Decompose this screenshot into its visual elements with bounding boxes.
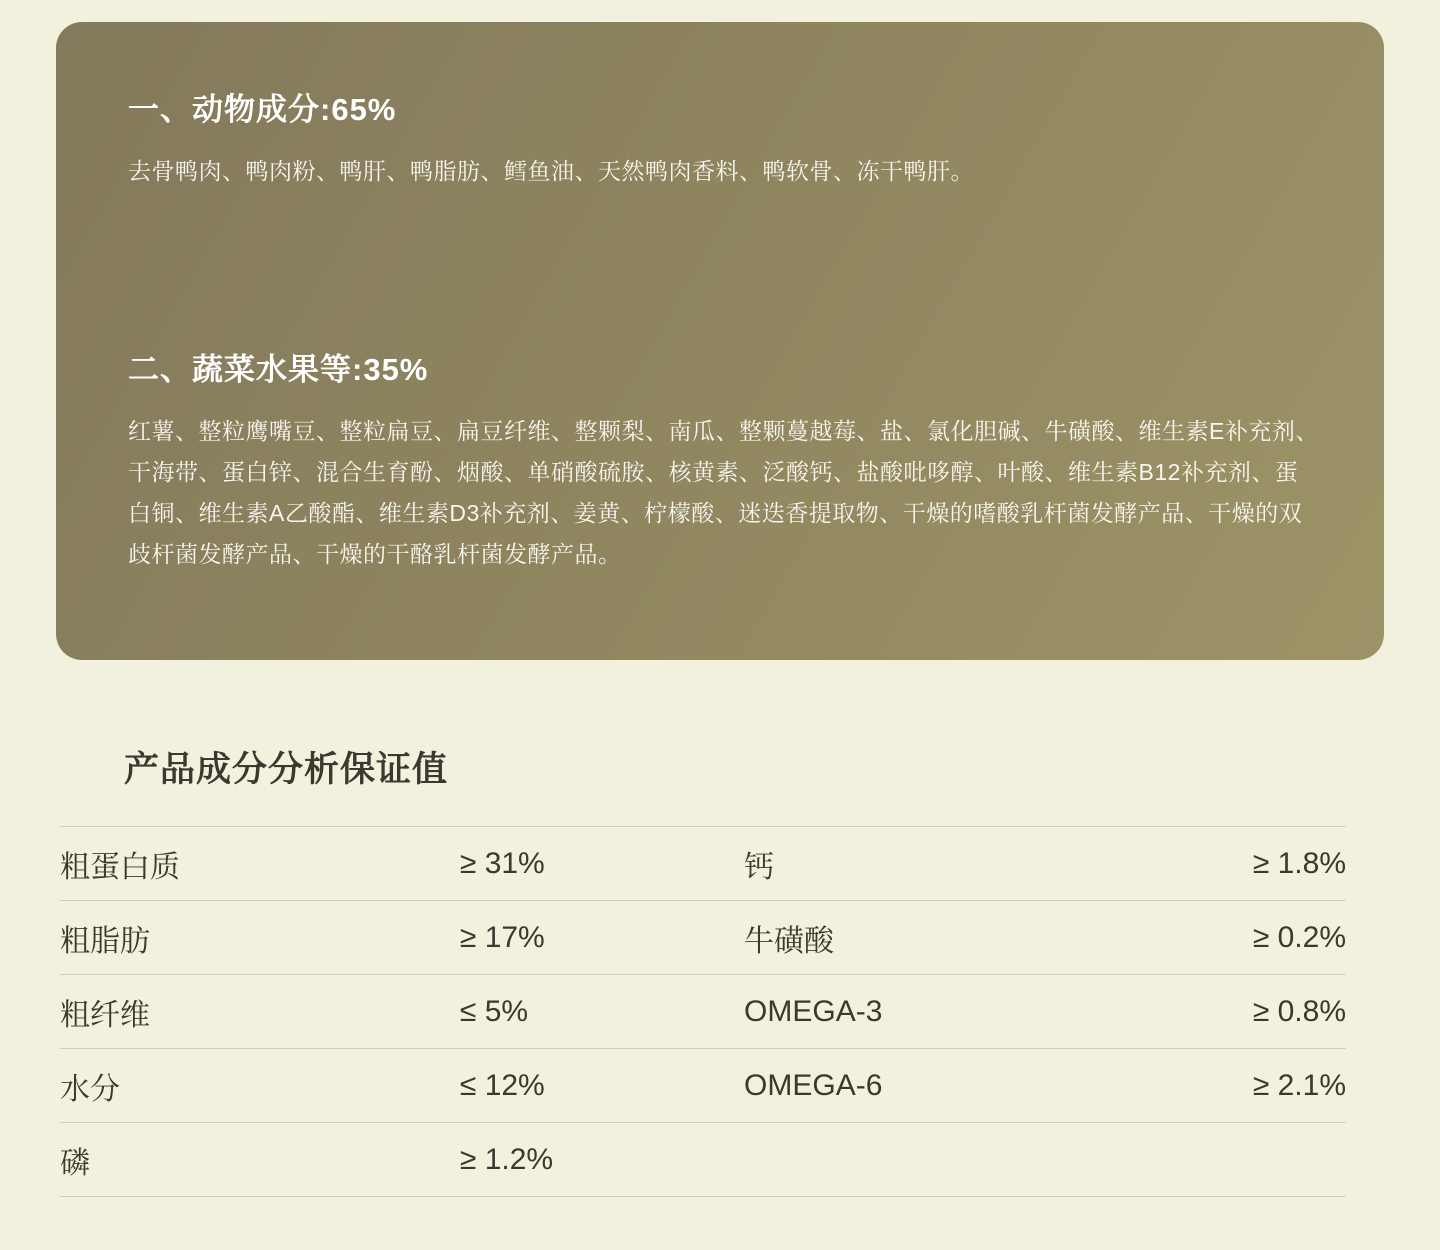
section-body-plant: 红薯、整粒鹰嘴豆、整粒扁豆、扁豆纤维、整颗梨、南瓜、整颗蔓越莓、盐、氯化胆碱、牛磺酸、维生素E补充剂、干海带、蛋白锌、混合生育酚、烟酸、单硝酸硫胺、核黄素、泛酸钙、盐酸吡哆醇、叶酸、维生素B12补充剂、蛋白铜、维生素A乙酸酯、维生素D3补充剂、姜黄、柠檬酸、迷迭香提取物、干燥的嗜酸乳杆菌发酵产品、干燥的双歧杆菌发酵产品、干燥的干酪乳杆菌发酵产品。: [128, 418, 1319, 567]
nutrient-value-empty: [1102, 1123, 1346, 1197]
ingredients-section-animal: [114, 84, 1326, 192]
section-body-animal: 去骨鸭肉、鸭肉粉、鸭肝、鸭脂肪、鳕鱼油、天然鸭肉香料、鸭软骨、冻干鸭肝。: [128, 158, 974, 184]
nutrient-value: ≥ 0.8%: [1102, 975, 1346, 1049]
nutrient-value: ≥ 31%: [460, 827, 744, 901]
nutrient-name: 磷: [60, 1123, 460, 1197]
nutrient-name: 水分: [60, 1049, 460, 1123]
analysis-table: [60, 826, 1346, 1197]
table-row: [60, 1123, 1346, 1197]
nutrient-name-empty: [744, 1123, 1102, 1197]
table-row: [60, 827, 1346, 901]
ingredients-section-plant: [114, 344, 1326, 575]
table-row: [60, 1049, 1346, 1123]
nutrient-name: OMEGA-3: [744, 975, 1102, 1049]
nutrient-name: 牛磺酸: [744, 901, 1102, 975]
nutrient-value: ≥ 2.1%: [1102, 1049, 1346, 1123]
nutrient-name: 粗纤维: [60, 975, 460, 1049]
nutrient-value: ≥ 1.2%: [460, 1123, 744, 1197]
nutrient-name: 粗脂肪: [60, 901, 460, 975]
section-title-plant: 二、蔬菜水果等:35%: [128, 352, 429, 387]
nutrient-value: ≤ 12%: [460, 1049, 744, 1123]
nutrient-name: 钙: [744, 827, 1102, 901]
nutrient-value: ≥ 0.2%: [1102, 901, 1346, 975]
analysis-section: [56, 742, 1384, 1197]
analysis-title: 产品成分分析保证值: [124, 750, 449, 789]
nutrient-name: OMEGA-6: [744, 1049, 1102, 1123]
section-title-animal: 一、动物成分:65%: [128, 92, 397, 127]
nutrient-value: ≥ 1.8%: [1102, 827, 1346, 901]
nutrient-value: ≥ 17%: [460, 901, 744, 975]
table-row: [60, 975, 1346, 1049]
table-row: [60, 901, 1346, 975]
ingredients-card: [56, 22, 1384, 660]
nutrient-name: 粗蛋白质: [60, 827, 460, 901]
nutrient-value: ≤ 5%: [460, 975, 744, 1049]
